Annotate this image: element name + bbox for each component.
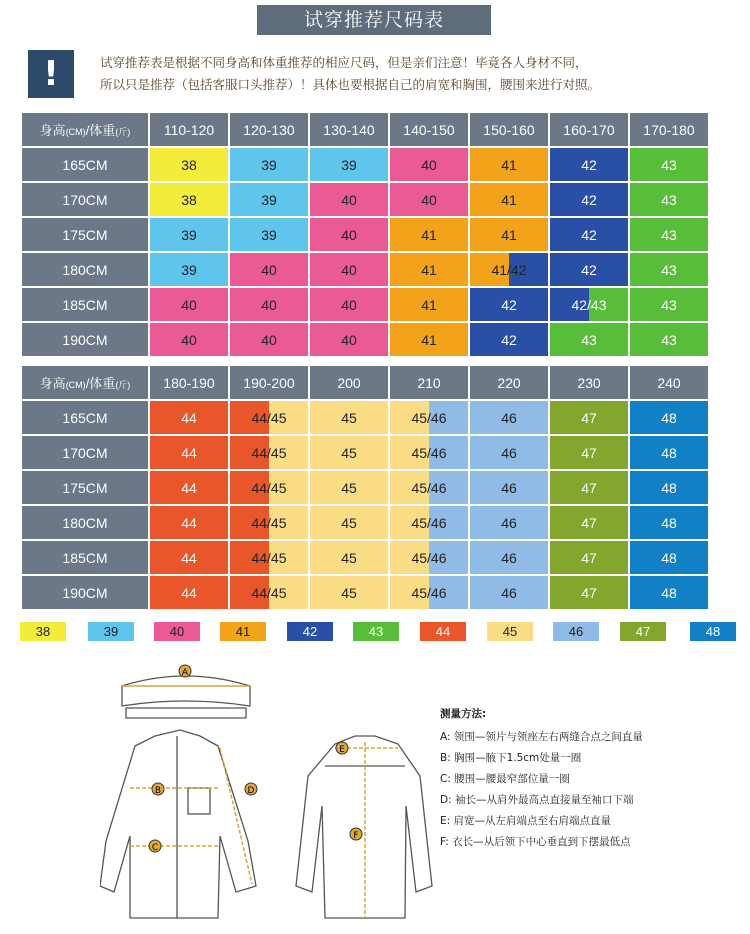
size-cell: 45 xyxy=(310,576,388,609)
label-f: F xyxy=(353,831,359,841)
size-cell: 46 xyxy=(470,436,548,469)
weight-column-header: 130-140 xyxy=(310,113,388,146)
size-cell: 47 xyxy=(550,506,628,539)
notice-line-1: 试穿推荐表是根据不同身高和体重推荐的相应尺码，但是亲们注意！毕竟各人身材不同， xyxy=(100,55,588,70)
size-cell: 43 xyxy=(630,148,708,181)
size-cell: 47 xyxy=(550,471,628,504)
header-row xyxy=(22,113,708,146)
size-cell: 43 xyxy=(630,288,708,321)
measurement-title: 测量方法: xyxy=(440,708,487,720)
size-cell: 47 xyxy=(550,401,628,434)
back-shirt-drawing xyxy=(296,736,432,918)
size-table-1 xyxy=(20,111,710,358)
size-cell: 45 xyxy=(310,506,388,539)
height-row-header: 170CM xyxy=(22,436,148,469)
weight-column-header: 150-160 xyxy=(470,113,548,146)
height-row-header: 180CM xyxy=(22,506,148,539)
size-cell: 42 xyxy=(550,183,628,216)
size-cell-split: 44/45 xyxy=(230,541,308,574)
legend-chip-42: 42 xyxy=(287,622,333,641)
size-cell: 47 xyxy=(550,576,628,609)
size-cell-split: 45/46 xyxy=(390,436,468,469)
label-f-marker xyxy=(350,828,362,841)
shirt-measurement-diagram xyxy=(100,656,440,928)
label-c-marker xyxy=(149,840,161,853)
height-row-header: 170CM xyxy=(22,183,148,216)
size-cell: 46 xyxy=(470,401,548,434)
weight-column-header: 170-180 xyxy=(630,113,708,146)
size-cell: 43 xyxy=(550,323,628,356)
size-cell-split: 44/45 xyxy=(230,401,308,434)
height-row-header: 190CM xyxy=(22,323,148,356)
size-cell: 40 xyxy=(150,323,228,356)
size-row xyxy=(22,471,708,504)
size-cell: 45 xyxy=(310,471,388,504)
corner-height-label: 身高 xyxy=(39,376,66,391)
notice-line-2: 所以只是推荐（包括客服口头推荐）！具体也要根据自己的肩宽和胸围，腰围来进行对照。 xyxy=(100,77,601,92)
size-cell-split: 45/46 xyxy=(390,541,468,574)
weight-column-header: 110-120 xyxy=(150,113,228,146)
height-row-header: 175CM xyxy=(22,218,148,251)
label-e: E xyxy=(339,745,345,755)
size-cell-split: 45/46 xyxy=(390,401,468,434)
size-cell: 44 xyxy=(150,576,228,609)
label-d-marker xyxy=(245,783,257,796)
weight-column-header: 120-130 xyxy=(230,113,308,146)
weight-column-header: 160-170 xyxy=(550,113,628,146)
size-cell: 41 xyxy=(390,288,468,321)
size-cell: 40 xyxy=(310,183,388,216)
size-cell: 41 xyxy=(470,183,548,216)
size-cell: 42 xyxy=(550,253,628,286)
weight-column-header: 210 xyxy=(390,366,468,399)
weight-column-header: 140-150 xyxy=(390,113,468,146)
size-cell: 48 xyxy=(630,576,708,609)
corner-header xyxy=(22,113,148,146)
label-a: A xyxy=(181,668,189,678)
size-cell: 44 xyxy=(150,436,228,469)
size-cell: 40 xyxy=(230,253,308,286)
notice-box xyxy=(0,50,750,106)
size-cell: 39 xyxy=(310,148,388,181)
corner-unit-jin: (斤) xyxy=(115,380,131,390)
size-cell: 41 xyxy=(390,218,468,251)
size-cell-split: 44/45 xyxy=(230,576,308,609)
size-cell: 43 xyxy=(630,183,708,216)
size-cell: 41 xyxy=(390,253,468,286)
corner-header xyxy=(22,366,148,399)
label-e-marker xyxy=(336,742,348,755)
front-shirt-drawing xyxy=(100,730,256,918)
size-cell-split: 45/46 xyxy=(390,506,468,539)
size-cell: 44 xyxy=(150,541,228,574)
size-cell: 40 xyxy=(230,323,308,356)
weight-column-header: 180-190 xyxy=(150,366,228,399)
weight-column-header: 230 xyxy=(550,366,628,399)
size-cell: 40 xyxy=(310,323,388,356)
corner-height-label: 身高 xyxy=(39,123,66,138)
height-row-header: 175CM xyxy=(22,471,148,504)
corner-weight-label: /体重 xyxy=(85,123,116,138)
size-cell-split: 42/43 xyxy=(550,288,628,321)
size-row xyxy=(22,436,708,469)
legend-chip-40: 40 xyxy=(154,622,200,641)
size-cell: 40 xyxy=(310,288,388,321)
corner-unit-cm: (CM) xyxy=(65,380,86,390)
measurement-item-a: A: 领围—领片与领座左右两缝合点之间直量 xyxy=(440,731,643,743)
label-d: D xyxy=(247,786,255,796)
size-cell: 42 xyxy=(470,288,548,321)
legend-chip-48: 48 xyxy=(690,622,736,641)
measurement-item-f: F: 衣长—从后领下中心垂直到下摆最低点 xyxy=(440,836,631,848)
legend-chip-39: 39 xyxy=(88,622,134,641)
size-color-legend xyxy=(0,622,750,644)
size-cell: 40 xyxy=(390,183,468,216)
size-cell: 40 xyxy=(310,253,388,286)
size-cell: 44 xyxy=(150,471,228,504)
weight-column-header: 200 xyxy=(310,366,388,399)
size-cell-split: 45/46 xyxy=(390,576,468,609)
size-cell: 40 xyxy=(310,218,388,251)
size-cell: 41 xyxy=(470,148,548,181)
corner-unit-jin: (斤) xyxy=(115,127,131,137)
size-cell-split: 44/45 xyxy=(230,471,308,504)
height-row-header: 190CM xyxy=(22,576,148,609)
size-cell: 45 xyxy=(310,541,388,574)
size-cell: 47 xyxy=(550,541,628,574)
size-row xyxy=(22,506,708,539)
size-table-2 xyxy=(20,364,710,611)
size-cell: 48 xyxy=(630,541,708,574)
size-cell: 41 xyxy=(470,218,548,251)
size-cell: 43 xyxy=(630,323,708,356)
size-row xyxy=(22,576,708,609)
height-row-header: 185CM xyxy=(22,288,148,321)
size-cell: 44 xyxy=(150,506,228,539)
size-cell: 43 xyxy=(630,218,708,251)
label-c: C xyxy=(151,843,159,853)
size-cell: 40 xyxy=(390,148,468,181)
size-cell: 48 xyxy=(630,436,708,469)
page-title: 试穿推荐尺码表 xyxy=(257,5,491,35)
size-cell: 40 xyxy=(150,288,228,321)
collar-drawing xyxy=(122,676,250,718)
size-cell: 43 xyxy=(630,253,708,286)
size-cell: 47 xyxy=(550,436,628,469)
size-cell-split: 45/46 xyxy=(390,471,468,504)
size-cell: 45 xyxy=(310,436,388,469)
measurement-item-b: B: 胸围—腋下1.5cm处量一圈 xyxy=(440,752,582,764)
size-cell: 46 xyxy=(470,541,548,574)
size-cell: 39 xyxy=(230,148,308,181)
corner-unit-cm: (CM) xyxy=(65,127,86,137)
height-row-header: 165CM xyxy=(22,148,148,181)
legend-chip-43: 43 xyxy=(353,622,399,641)
size-cell: 39 xyxy=(230,183,308,216)
measurement-item-c: C: 腰围—腰最窄部位量一圈 xyxy=(440,773,570,785)
measurement-instructions xyxy=(440,706,740,853)
legend-chip-45: 45 xyxy=(487,622,533,641)
corner-weight-label: /体重 xyxy=(85,376,116,391)
legend-chip-41: 41 xyxy=(220,622,266,641)
size-cell: 42 xyxy=(470,323,548,356)
measurement-item-d: D: 袖长—从肩外最高点直接量至袖口下端 xyxy=(440,794,634,806)
legend-chip-44: 44 xyxy=(420,622,466,641)
size-cell: 46 xyxy=(470,576,548,609)
size-cell: 48 xyxy=(630,401,708,434)
height-row-header: 180CM xyxy=(22,253,148,286)
size-row xyxy=(22,323,708,356)
size-cell: 42 xyxy=(550,148,628,181)
size-cell: 42 xyxy=(550,218,628,251)
weight-column-header: 240 xyxy=(630,366,708,399)
size-cell: 38 xyxy=(150,148,228,181)
size-cell: 39 xyxy=(150,253,228,286)
size-row xyxy=(22,148,708,181)
size-cell: 44 xyxy=(150,401,228,434)
size-row xyxy=(22,401,708,434)
size-cell: 48 xyxy=(630,471,708,504)
legend-chip-46: 46 xyxy=(553,622,599,641)
weight-column-header: 220 xyxy=(470,366,548,399)
size-row xyxy=(22,541,708,574)
size-cell: 46 xyxy=(470,506,548,539)
weight-column-header: 190-200 xyxy=(230,366,308,399)
size-row xyxy=(22,253,708,286)
size-row xyxy=(22,183,708,216)
size-cell: 41 xyxy=(390,323,468,356)
legend-chip-47: 47 xyxy=(620,622,666,641)
label-b-marker xyxy=(152,783,164,796)
size-row xyxy=(22,288,708,321)
header-row xyxy=(22,366,708,399)
legend-chip-38: 38 xyxy=(20,622,66,641)
height-row-header: 165CM xyxy=(22,401,148,434)
size-cell: 39 xyxy=(150,218,228,251)
size-cell: 46 xyxy=(470,471,548,504)
measurement-item-e: E: 肩宽—从左肩端点至右肩端点直量 xyxy=(440,815,612,827)
exclamation-icon: ! xyxy=(28,50,74,98)
size-cell: 38 xyxy=(150,183,228,216)
size-cell: 48 xyxy=(630,506,708,539)
notice-text xyxy=(100,52,740,96)
size-cell: 39 xyxy=(230,218,308,251)
size-cell-split: 44/45 xyxy=(230,436,308,469)
height-row-header: 185CM xyxy=(22,541,148,574)
size-row xyxy=(22,218,708,251)
size-cell-split: 41/42 xyxy=(470,253,548,286)
label-b: B xyxy=(154,786,162,796)
size-cell: 45 xyxy=(310,401,388,434)
size-cell-split: 44/45 xyxy=(230,506,308,539)
size-cell: 40 xyxy=(230,288,308,321)
